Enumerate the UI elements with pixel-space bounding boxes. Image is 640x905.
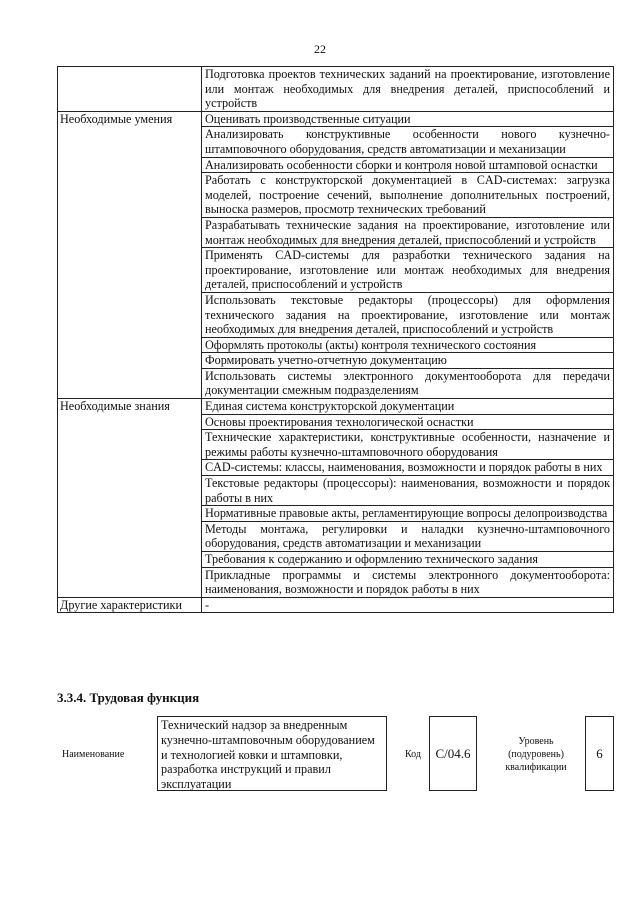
skills-item: Анализировать особенности сборки и контроля новой штамповой оснастки [202, 157, 614, 173]
table-row [58, 399, 614, 415]
skills-item: Разрабатывать технические задания на проектирование, изготовление или монтаж необходимых для внедрения деталей, приспособлений и устройств [202, 217, 614, 247]
other-value: - [202, 597, 614, 613]
knowledge-item: Требования к содержанию и оформлению технического задания [202, 552, 614, 568]
skills-item: Работать с конструкторской документацией в CAD-системах: загрузка моделей, построение сечений, выполнение дополнительных построений, выноска размеров, просмотр технических требований [202, 173, 614, 218]
qualification-level-box: 6 [585, 716, 614, 791]
knowledge-item: CAD-системы: классы, наименования, возможности и порядок работы в них [202, 460, 614, 476]
knowledge-item: Текстовые редакторы (процессоры): наименования, возможности и порядок работы в них [202, 476, 614, 506]
function-code-label: Код [405, 749, 421, 760]
table-item: Подготовка проектов технических заданий на проектирование, изготовление или монтаж необходимых для внедрения деталей, приспособлений и устройств [202, 67, 614, 112]
table-row [58, 67, 614, 112]
knowledge-item: Единая система конструкторской документации [202, 399, 614, 415]
knowledge-item: Нормативные правовые акты, регламентирующие вопросы делопроизводства [202, 506, 614, 522]
skills-item: Применять CAD-системы для разработки технического задания на проектирование, изготовление или монтаж необходимых для внедрения деталей, приспособлений и устройств [202, 248, 614, 293]
page-number: 22 [314, 42, 326, 56]
table-row [58, 597, 614, 613]
function-name-label: Наименование [62, 749, 125, 760]
other-label: Другие характеристики [58, 597, 202, 613]
skills-item: Оценивать производственные ситуации [202, 111, 614, 127]
table-row [58, 111, 614, 127]
group-label-empty [58, 67, 202, 112]
skills-item: Формировать учетно-отчетную документацию [202, 353, 614, 369]
function-code-box: C/04.6 [429, 716, 477, 791]
function-name-box: Технический надзор за внедренным кузнечно-штамповочным оборудованием и технологией ковки и штамповки, разработка инструкций и правил эксплуатации [157, 716, 387, 791]
skills-item: Использовать текстовые редакторы (процессоры) для оформления технического задания на проектирование, изготовление или монтаж необходимых для внедрения деталей, приспособлений и устройств [202, 292, 614, 337]
qualification-level-label: Уровень (подуровень) квалификации [505, 736, 567, 773]
skills-item: Оформлять протоколы (акты) контроля технического состояния [202, 337, 614, 353]
knowledge-label: Необходимые знания [58, 399, 202, 598]
section-heading: 3.3.4. Трудовая функция [57, 690, 200, 705]
knowledge-item: Основы проектирования технологической оснастки [202, 414, 614, 430]
requirements-table [57, 66, 614, 613]
skills-label: Необходимые умения [58, 111, 202, 398]
knowledge-item: Технические характеристики, конструктивные особенности, назначение и режимы работы кузнечно-штамповочного оборудования [202, 430, 614, 460]
skills-item: Анализировать конструктивные особенности нового кузнечно-штамповочного оборудования, средств автоматизации и механизации [202, 127, 614, 157]
skills-item: Использовать системы электронного документооборота для передачи документации смежным подразделениям [202, 368, 614, 398]
knowledge-item: Методы монтажа, регулировки и наладки кузнечно-штамповочного оборудования, средств автоматизации и механизации [202, 521, 614, 551]
knowledge-item: Прикладные программы и системы электронного документооборота: наименования, возможности и порядок работы в них [202, 567, 614, 597]
